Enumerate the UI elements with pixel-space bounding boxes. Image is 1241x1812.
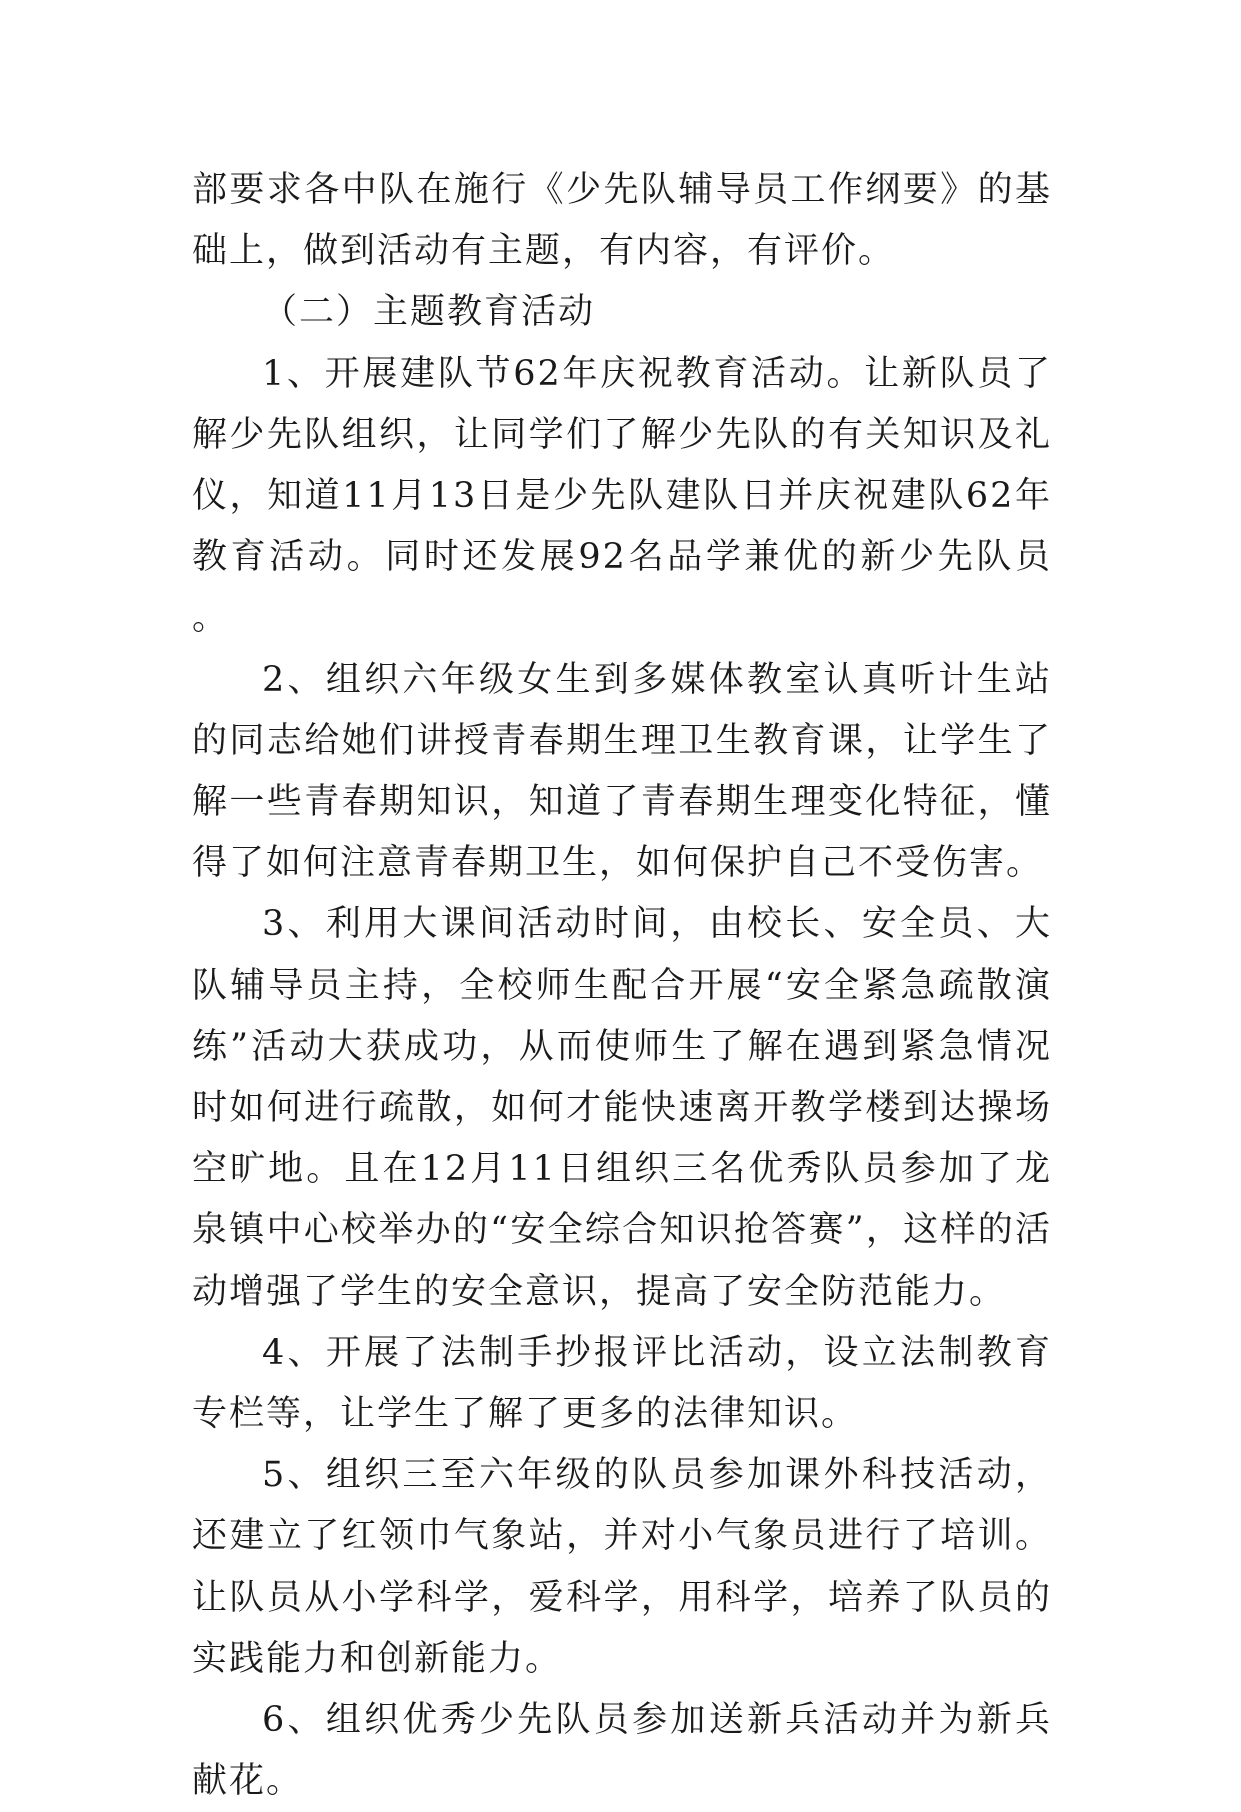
paragraph-item-6: 6、组织优秀少先队员参加送新兵活动并为新兵献花。 (192, 1700, 1052, 1802)
paragraph-item-5: 5、组织三至六年级的队员参加课外科技活动，还建立了红领巾气象站，并对小气象员进行了培训。让队员从小学科学，爱科学，用科学，培养了队员的实践能力和创新能力。 (192, 1455, 1052, 1679)
document-body (192, 160, 1052, 1812)
paragraph-item-1: 1、开展建队节62年庆祝教育活动。让新队员了解少先队组织，让同学们了解少先队的有关知识及礼仪，知道11月13日是少先队建队日并庆祝建队62年教育活动。同时还发展92名品学兼优的新少先队员。 (192, 353, 1052, 639)
paragraph-item-3: 3、利用大课间活动时间，由校长、安全员、大队辅导员主持，全校师生配合开展“安全紧急疏散演练”活动大获成功，从而使师生了解在遇到紧急情况时如何进行疏散，如何才能快速离开教学楼到达操场空旷地。且在12月11日组织三名优秀队员参加了龙泉镇中心校举办的“安全综合知识抢答赛”，这样的活动增强了学生的安全意识，提高了安全防范能力。 (192, 904, 1052, 1312)
paragraph-continuation: 部要求各中队在施行《少先队辅导员工作纲要》的基础上，做到活动有主题，有内容，有评价。 (192, 170, 1052, 272)
section-heading: （二）主题教育活动 (262, 292, 596, 333)
paragraph-item-2: 2、组织六年级女生到多媒体教室认真听计生站的同志给她们讲授青春期生理卫生教育课，让学生了解一些青春期知识，知道了青春期生理变化特征，懂得了如何注意青春期卫生，如何保护自己不受伤害。 (192, 659, 1052, 884)
paragraph-item-4: 4、开展了法制手抄报评比活动，设立法制教育专栏等，让学生了解了更多的法律知识。 (192, 1332, 1052, 1435)
